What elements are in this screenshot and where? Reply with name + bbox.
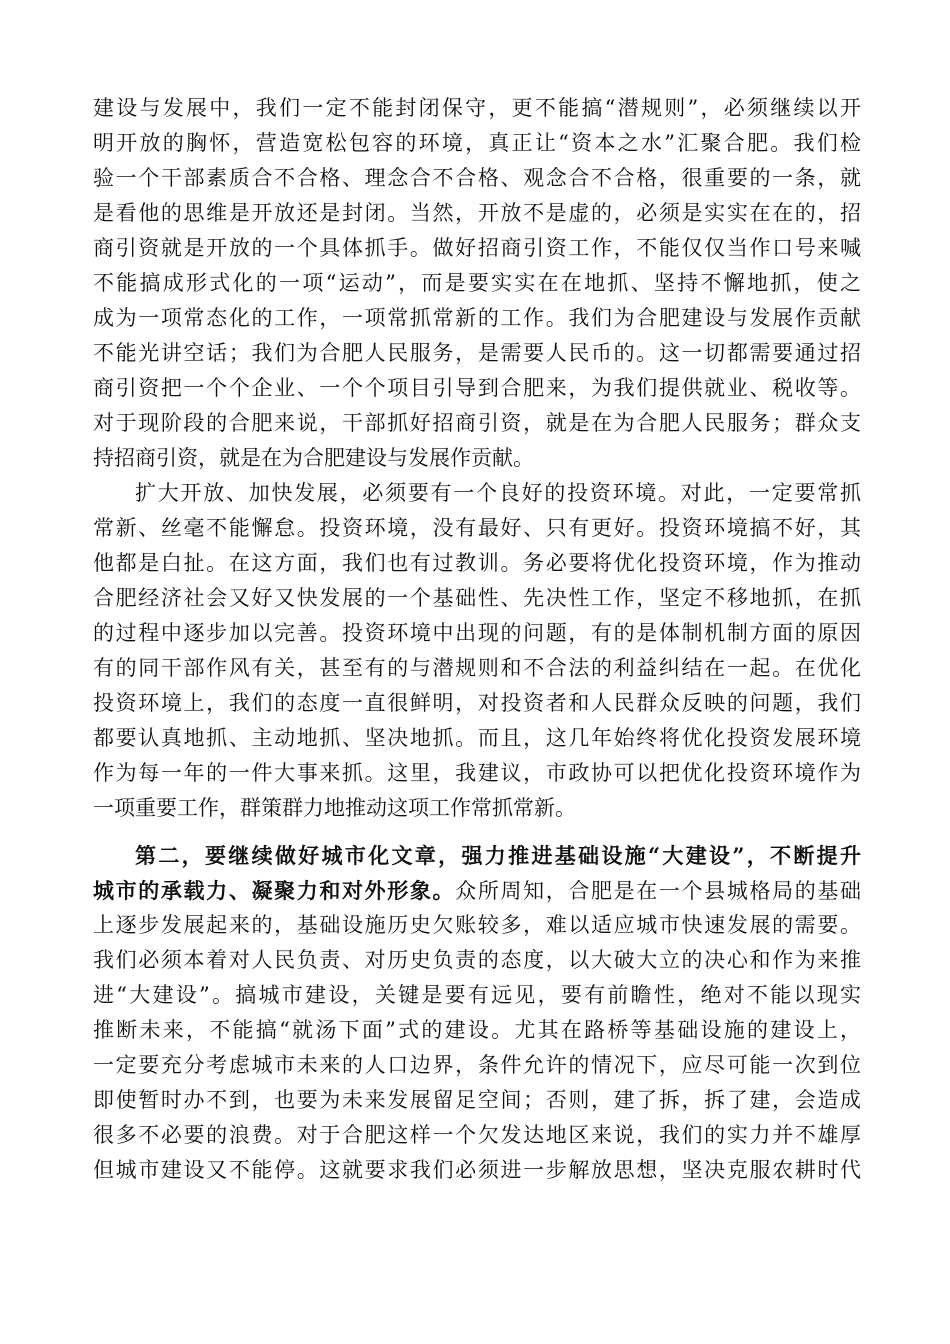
text-line: 不能搞成形式化的一项“运动”，而是要实实在在地抓、坚持不懈地抓，使之 — [93, 271, 861, 295]
text-line: 都要认真地抓、主动地抓、坚决地抓。而且，这几年始终将优化投资发展环境 — [93, 726, 861, 750]
text-line: 很多不必要的浪费。对于合肥这样一个欠发达地区来说，我们的实力并不雄厚 — [93, 1123, 861, 1147]
text-line: 建设与发展中，我们一定不能封闭保守，更不能搞“潜规则”，必须继续以开 — [93, 96, 861, 120]
text-line: 持招商引资，就是在为合肥建设与发展作贡献。 — [93, 446, 534, 470]
document-body — [93, 91, 861, 1188]
text-line: 不能光讲空话；我们为合肥人民服务，是需要人民币的。这一切都需要通过招 — [93, 341, 861, 365]
section-heading-line: 第二，要继续做好城市化文章，强力推进基础设施“大建设”，不断提升 — [135, 843, 861, 868]
text-line: 是看他的思维是开放还是封闭。当然，开放不是虚的，必须是实实在在的，招 — [93, 201, 861, 225]
text-line — [93, 873, 861, 908]
text-line: 上逐步发展起来的，基础设施历史欠账较多，难以适应城市快速发展的需要。 — [93, 913, 861, 937]
paragraph-1 — [93, 91, 861, 476]
text-line: 合肥经济社会又好又快发展的一个基础性、先决性工作，坚定不移地抓，在抓 — [93, 586, 861, 610]
text-line: 但城市建设又不能停。这就要求我们必须进一步解放思想，坚决克服农耕时代 — [93, 1158, 861, 1182]
text-line: 商引资把一个个企业、一个个项目引导到合肥来，为我们提供就业、税收等。 — [93, 376, 861, 400]
text-line: 明开放的胸怀，营造宽松包容的环境，真正让“资本之水”汇聚合肥。我们检 — [93, 131, 861, 155]
text-line: 投资环境上，我们的态度一直很鲜明，对投资者和人民群众反映的问题，我们 — [93, 691, 861, 715]
text-line: 常新、丝毫不能懈怠。投资环境，没有最好、只有更好。投资环境搞不好，其 — [93, 516, 861, 540]
text-line: 一定要充分考虑城市未来的人口边界，条件允许的情况下，应尽可能一次到位 — [93, 1053, 861, 1077]
text-line: 扩大开放、加快发展，必须要有一个良好的投资环境。对此，一定要常抓 — [135, 481, 861, 505]
text-line: 作为每一年的一件大事来抓。这里，我建议，市政协可以把优化投资环境作为 — [93, 761, 861, 785]
text-line: 进“大建设”。搞城市建设，关键是要有远见，要有前瞻性，绝对不能以现实 — [93, 983, 861, 1007]
paragraph-2 — [93, 476, 861, 826]
text-line: 验一个干部素质合不合格、理念合不合格、观念合不合格，很重要的一条，就 — [93, 166, 861, 190]
text-line: 我们必须本着对人民负责、对历史负责的态度，以大破大立的决心和作为来推 — [93, 948, 861, 972]
text-line: 有的同干部作风有关，甚至有的与潜规则和不合法的利益纠结在一起。在优化 — [93, 656, 861, 680]
text-segment: 众所周知，合肥是在一个县城格局的基础 — [455, 879, 861, 903]
text-line: 他都是白扯。在这方面，我们也有过教训。务必要将优化投资环境，作为推动 — [93, 551, 861, 575]
paragraph-3 — [93, 838, 861, 1188]
text-line: 的过程中逐步加以完善。投资环境中出现的问题，有的是体制机制方面的原因 — [93, 621, 861, 645]
text-line: 推断未来，不能搞“就汤下面”式的建设。尤其在路桥等基础设施的建设上， — [93, 1018, 861, 1042]
text-line: 即使暂时办不到，也要为未来发展留足空间；否则，建了拆，拆了建，会造成 — [93, 1088, 861, 1112]
text-line: 一项重要工作，群策群力地推动这项工作常抓常新。 — [93, 796, 576, 820]
section-heading-continuation: 城市的承载力、凝聚力和对外形象。 — [93, 878, 456, 903]
text-line: 商引资就是开放的一个具体抓手。做好招商引资工作，不能仅仅当作口号来喊 — [93, 236, 861, 260]
text-line: 对于现阶段的合肥来说，干部抓好招商引资，就是在为合肥人民服务；群众支 — [93, 411, 861, 435]
text-line: 成为一项常态化的工作，一项常抓常新的工作。我们为合肥建设与发展作贡献 — [93, 306, 861, 330]
